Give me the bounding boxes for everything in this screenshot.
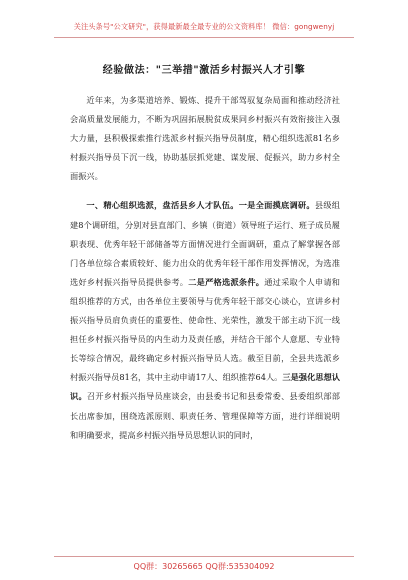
document-body	[70, 91, 340, 445]
header-banner: 关注头条号"公文研究"，获得最新最全最专业的公文资料库！ 微信：gongwenyj	[73, 22, 335, 31]
section-heading: 一、精心组织选派，盘活县乡人才队伍。	[86, 200, 239, 211]
section-one-paragraph	[70, 196, 340, 444]
document-title: 经验做法："三举措"激活乡村振兴人才引擎	[102, 65, 306, 76]
point-lead-conditions: 二是严格选派条件。	[188, 276, 265, 287]
point-text-conditions: 通过采取个人申请和组织推荐的方式，由各单位主要领导与优秀年轻干部交心谈心，宣讲乡村振兴指导员肩负责任的重要性、使命性、光荣性，激发干部主动下沉一线担任乡村振兴指导员的内生动力及责任感，并结合干部个人意愿、专业特长等综合情况，最终确定乡村振兴指导员人选。截至目前，全县共选派乡村振兴指导员81名，其中主动申请17人、组织推荐64人。	[70, 276, 340, 383]
point-lead-survey: 一是全面摸底调研。	[238, 200, 315, 211]
point-text-survey: 县级组建8个调研组，分别对县直部门、乡镇（街道）领导班子运行、班子成员履职表现、优秀年轻干部储备等方面情况进行全面调研，重点了解掌握各部门各单位综合素质较好、能力出众的优秀年轻干部作用发挥情况，为选准选好乡村振兴指导员提供参考。	[70, 200, 340, 287]
point-lead-awareness: 三是强化思想认识。	[70, 372, 340, 402]
header-divider	[54, 37, 354, 38]
point-text-awareness: 召开乡村振兴指导员座谈会，由县委书记和县委常委、县委组织部部长出席参加，围绕选派原则、职责任务、管理保障等方面，进行详细说明和明确要求，提高乡村振兴指导员思想认识的同时，	[70, 391, 340, 440]
footer-banner: QQ群：30265665 QQ群:535304092	[133, 562, 275, 571]
intro-paragraph: 近年来，为多渠道培养、锻炼、提升干部驾驭复杂局面和推动经济社会高质量发展能力，不断为巩固拓展脱贫成果同乡村振兴有效衔接注入强大力量，县积极探索推行选派乡村振兴指导员制度，精心组织选派81名乡村振兴指导员下沉一线，协助基层抓党建、谋发展、促振兴，助力乡村全面振兴。	[70, 95, 340, 182]
footer-divider	[54, 556, 354, 557]
